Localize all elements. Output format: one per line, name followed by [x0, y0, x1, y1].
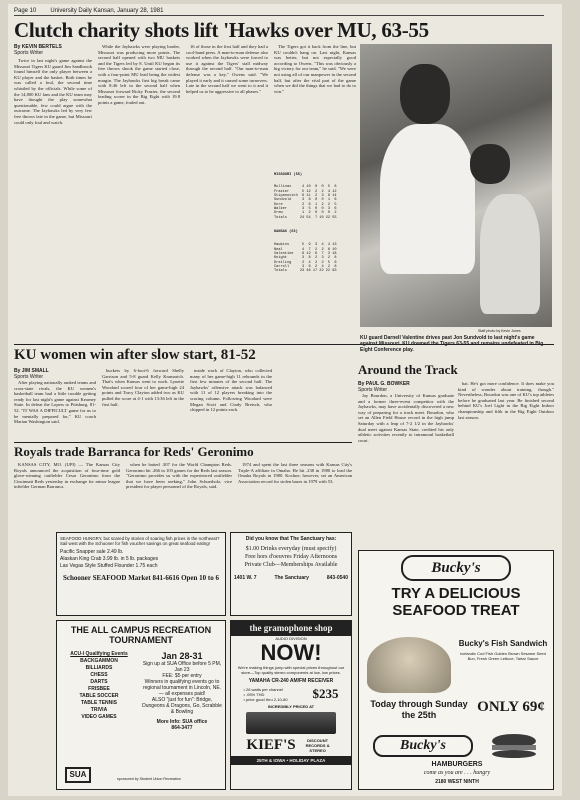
sanctuary-title: Did you know that The Sanctuary has: [245, 536, 337, 542]
main-story-col3 [186, 44, 268, 340]
rec-also: ALSO "just for fun": Bridge, Dungeons & Dragons, Go, Scrabble & Bowling [142, 697, 222, 715]
box-score-row: Mullinax 4 10 0 0 5 8 [274, 185, 337, 190]
photo-player-body [380, 124, 475, 274]
rec-event-item: TABLE SOCCER [79, 693, 119, 699]
women-col2 [102, 368, 184, 440]
buckys-hamburgers: HAMBURGERS [431, 761, 483, 768]
receiver-image [246, 712, 336, 734]
gramophone-bullet2: • .05% THD [243, 691, 265, 697]
rec-tournament-ad [56, 620, 226, 790]
gramophone-header: the gramophone shop [231, 621, 351, 636]
rec-dates: Jan 28-31 [161, 651, 203, 661]
seafood-ad-intro: SEAFOOD HUNGRY, but scared by stories of soaring fish prices in the northeast? Sail west with the Schooner for fish voucher savings on great seafood eating! [60, 536, 220, 547]
gramophone-price: $235 [312, 686, 339, 701]
rec-event-item: CHESS [90, 672, 108, 678]
women-text1: After playing nationally ranked teams and cross-state rivals, the KU women's basketball team had a little trouble getting ready for last night's game against Kearney State. In defeat the Lopers to Pittsburg, 81-52. "IT WAS A DIFFICULT game for us to be mentally prepared for," KU coach Marian Washington said. [14, 380, 96, 425]
main-story-text2: While the Jayhawks were playing harder, Missouri was producing more points. The second half opened with two MU baskets and the Tigers led by 8. Until KU began its free throws shook the game started close, with a four-point MU lead being the widest margin. The Jayhawks first big break came with 8:46 left in the second half when Missouri forward Ricky Frazier, the second leading scorer in the Big Eight with 19.8 points a game, fouled out. [98, 44, 180, 105]
rec-info-col [141, 651, 223, 731]
page-number: Page 10 [14, 7, 37, 14]
royals-text1: KANSAS CITY, MO. (UPI) — The Kansas City Royals announced the acquisition of four-time gold glove-winning outfielder Cesar Geronimo from the Cincinnati Reds yesterday in exchange for minor league infielder German Barranca. [14, 462, 120, 490]
box-score-row: Frazier 5 12 2 2 4 12 [274, 189, 337, 194]
main-story-text4: The Tigers got it back from the line, but KU couldn't hang on. Last night, Kansas was better, but not especially good according to Owens. "This was obviously a big victory for our team," he said. "We were not using all of our manpower in the second half, but after the vital part of the game when we did the things that we had to do to win." [274, 44, 356, 94]
main-byline-role: Sports Writer [14, 50, 44, 56]
buckys-today: Today through Sunday the 25th [370, 699, 468, 720]
box-score-row: Carroll 3 6 2 4 2 8 [274, 264, 337, 269]
gramophone-incredibly: INCREDIBLY PRICED AT [267, 704, 315, 709]
gramophone-price-row [231, 686, 351, 702]
sanctuary-item2: Free hors d'oeuvres Friday Afternoons [244, 554, 338, 560]
main-story-col1 [14, 44, 92, 340]
box-score-row: Totals 23 46 17 22 22 63 [274, 269, 337, 274]
rec-events-col [63, 651, 135, 721]
kiefs-address: 25TH & IOWA • HOLIDAY PLAZA [231, 756, 351, 765]
royals-headline: Royals trade Barranca for Reds' Geronimo [14, 444, 254, 459]
seafood-ad-footer: Schooner SEAFOOD Market 841-6616 Open 10 to 6 [62, 573, 219, 582]
main-story-text1: Twice in last night's game against the Missouri Tigers KU guard Jim Sandbrook found himself the only player between a KU player and the basket. Both times he was called a foul, the second time whistled by the officials. While some of the 14,800 KU fans and the KU team may have thought the play somewhat questionable, few could argue with the outcome. The Jayhawks led by very few free throws late in the game, but Missouri could only foul and watch. [14, 58, 92, 125]
track-text2: hat. He's got more confidence. It does make you kind of wonder about training, though." Nevertheless, Bourdon was one of KU's top athletes before he graduated last year. Be finished second behind KU's Joel Light in the Big Eight Indoor championship and fifth in the Big Eight Outdoor last season. [458, 381, 554, 420]
rec-info: More Info: SUA office [156, 719, 208, 725]
box-score-row: Stipanovich 6 11 2 3 6 14 [274, 194, 337, 199]
box-score-row: Dreiling 2 4 2 2 5 6 [274, 260, 337, 265]
track-text1: Jay Bourdon, a University of Kansas graduate and a former three-event competitor with the Jayhawks, may have accidentally discovered a new way of preparing for a track meet. Bourdon, who set an Allen Field House record in the high jump Saturday with a leap of 7-2 1/2 in the Jayhawks' dual meet against Kansas State, credited his only athletic activities recently to intramural basketball court. [358, 393, 454, 443]
box-score-row: Walker 3 5 0 0 3 6 [274, 206, 337, 211]
photo-credit: Staff photo by Kevin Jones [478, 329, 521, 333]
track-col2 [458, 381, 554, 547]
royals-col1 [14, 462, 120, 528]
box-score [274, 164, 356, 329]
rec-event-item: BILLIARDS [85, 665, 113, 671]
rec-event-item: DARTS [90, 679, 108, 685]
women-text3: inside work of Clayton, who collected many of her game-high 11 rebounds in the first few minutes of the second half. The Jayhawks' offensive attack was balanced with 11 of 12 players breaking into the scoring column. Following Woodard were Megan Scott and Cindy Bretsch, who chipped in 12 points each. [190, 368, 272, 413]
main-headline: Clutch charity shots lift 'Hawks over MU, 63-55 [14, 18, 429, 42]
sanctuary-footer [234, 575, 348, 581]
seafood-ad-item2: Alaskan King Crab 3.99 lb. in 5 lb. packages [60, 555, 159, 562]
seafood-ad-item1: Pacific Snapper sale 2.49 lb. [60, 548, 124, 555]
box-score-rows2 [274, 243, 356, 273]
sanctuary-name: The Sanctuary [274, 575, 309, 581]
box-score-title2: KANSAS (63) [274, 230, 298, 235]
buckys-item-block [457, 639, 549, 661]
track-headline: Around the Track [358, 362, 458, 377]
women-byline-role: Sports Writer [14, 374, 44, 380]
women-byline: By JIM SMALL [14, 368, 49, 374]
kiefs-row [231, 737, 351, 754]
buckys-tag: come as you are . . . hungry [423, 770, 491, 776]
buckys-item: Bucky's Fish Sandwich [458, 639, 548, 648]
photo-defender [480, 194, 540, 314]
sanctuary-phone: 843-0540 [326, 575, 348, 581]
buckys-item-desc: Icelandic Cod Fish Golden Brown Sesame Seed Bun, Fresh Green Lettuce, Tartar Sauce [460, 651, 546, 661]
kiefs-logo: KIEF'S [246, 737, 296, 753]
rec-title: THE ALL CAMPUS RECREATION TOURNAMENT [70, 625, 212, 645]
women-col3 [190, 368, 272, 440]
buckys-ad [358, 550, 554, 790]
burger-icon [489, 733, 539, 759]
box-score-row: Neal 4 7 2 2 6 10 [274, 247, 337, 252]
gramophone-bullet3: • price good thru 2-10-80 [243, 696, 288, 702]
box-score-row: Dore 2 6 1 2 2 5 [274, 202, 337, 207]
gramophone-now: NOW! [260, 640, 322, 665]
fish-sandwich-image [367, 637, 451, 693]
rec-events-list [63, 658, 135, 721]
box-score-row: Totals 24 54 7 10 22 55 [274, 215, 337, 220]
royals-col2 [126, 462, 232, 528]
royals-text3: 1974 and spent the last three seasons with Kansas City's Triple-A affiliate in Omaha. He hit .238 in 1980 to lead the Omaha Royals in 1980. Kochne, however, set an American Association record for stolen bases in 1979 with 53. [238, 462, 352, 484]
box-score-row: Hawkins 5 9 3 4 4 13 [274, 243, 337, 248]
rec-event-item: BACKGAMMON [80, 658, 118, 664]
women-headline: KU women win after slow start, 81-52 [14, 347, 256, 363]
rec-phone: 864-3477 [171, 725, 193, 731]
box-score-row: Drew 1 2 0 0 0 2 [274, 211, 337, 216]
seafood-market-ad [56, 532, 226, 616]
women-text2: buckets by 6-foot-6 forward Shelly Garrison and 5-8 guard Kelly Kramarich. That's when Kansas went to work. Lynette Woodard scored four of her game-high 24 points and Tracy Clayton added two as KU pulled the score at 4-1 with 13:36 left in the first half. [102, 368, 184, 407]
sanctuary-address: 1401 W. 7 [234, 575, 257, 581]
sua-logo: SUA [65, 767, 91, 783]
seafood-ad-item3: Las Vegas Style Stuffed Flounder 1.75 each [60, 562, 158, 569]
main-byline: By KEVIN BERTELS [14, 44, 62, 50]
sanctuary-item3: Private Club—Memberships Available [244, 562, 338, 568]
photo-caption: KU guard Darnell Valentine drives past Jon Sundvold to last night's game Eight Conference play. [360, 335, 535, 353]
sanctuary-ad [230, 532, 352, 616]
rec-event-item: TABLE TENNIS [80, 700, 118, 706]
box-score-rows [274, 185, 356, 219]
buckys-logo: Bucky's [401, 555, 511, 581]
track-byline: By PAUL G. BOWKER [358, 381, 410, 387]
track-col1 [358, 381, 454, 547]
rec-sponsor: sponsored by Student Union Recreation [117, 777, 181, 781]
rec-qualifying: ACU-I Qualifying Events [70, 651, 128, 657]
box-score-row: Sundvold 3 8 0 0 1 6 [274, 198, 337, 203]
main-story-text3: 16 of those in the first half and they had a cool-hand press. A man-to-man defense also worked when the Jayhawks were forced to use it against the Tigers' stall midway through the second half. "Our man-to-man defense was a key," Owens said. "We played it early and it caused some turnovers. Late in the second half we went to it and it helped us to be aggressive to all phases." [186, 44, 268, 94]
gramophone-ad [230, 620, 352, 790]
rec-event-item: VIDEO GAMES [81, 714, 117, 720]
gramophone-tagline: We're making things jump with special prices throughout our store—Top quality stereo components at low, low prices. [237, 665, 345, 675]
kiefs-discount: DISCOUNT RECORDS & STEREO [305, 738, 330, 753]
box-score-row: Valentine 6 12 6 7 3 18 [274, 251, 337, 256]
section-rule-1 [14, 344, 554, 345]
rec-signup: Sign up at SUA Office before 5 PM, Jan 23 [142, 661, 222, 673]
buckys-address: 2180 WEST NINTH [435, 779, 479, 785]
rec-event-item: TRIVIA [90, 707, 108, 713]
buckys-footer-logo: Bucky's [373, 735, 473, 757]
gramophone-bullets [243, 687, 287, 702]
box-score-row: Knight 3 8 2 3 2 8 [274, 256, 337, 261]
gramophone-sub: AUDIO DIVISION [275, 636, 307, 641]
buckys-only: ONLY 69¢ [477, 699, 545, 715]
rec-fee: FEE: $5 per entry [162, 673, 202, 679]
main-story-col2 [98, 44, 180, 340]
folio [14, 6, 544, 16]
track-byline-role: Sports Writer [358, 387, 388, 393]
royals-col3 [238, 462, 352, 528]
buckys-try: TRY A DELICIOUS SEAFOOD TREAT [391, 585, 521, 619]
rec-winners: Winners in qualifying events go to regional tournament in Lincoln, NE. — all expenses paid! [142, 679, 222, 697]
box-score-title: MISSOURI (55) [274, 172, 303, 177]
sanctuary-item1: $1.00 Drinks everyday (must specify) [245, 546, 337, 552]
gramophone-bullet1: • 26 watts per channel [243, 686, 283, 692]
photo-ball [470, 144, 510, 184]
basketball-photo [360, 44, 552, 327]
women-col1 [14, 368, 96, 440]
photo-player-head [400, 64, 450, 124]
rec-event-item: FRISBEE [88, 686, 110, 692]
newspaper-page [8, 4, 562, 796]
royals-text2: when he batted .307 for the World Champion Reds. Geronimo hit .266 in 103 games for the Reds last season. "Geronimo provides us with the experienced outfielder that we have been seeking," John Schuerholz, vice president for player personnel of the Royals, said. [126, 462, 232, 490]
paper-dateline: University Daily Kansan, January 28, 1981 [50, 7, 164, 14]
gramophone-product: YAMAHA CR-240 AM/FM RECEIVER [248, 678, 334, 684]
section-rule-2 [14, 442, 352, 443]
